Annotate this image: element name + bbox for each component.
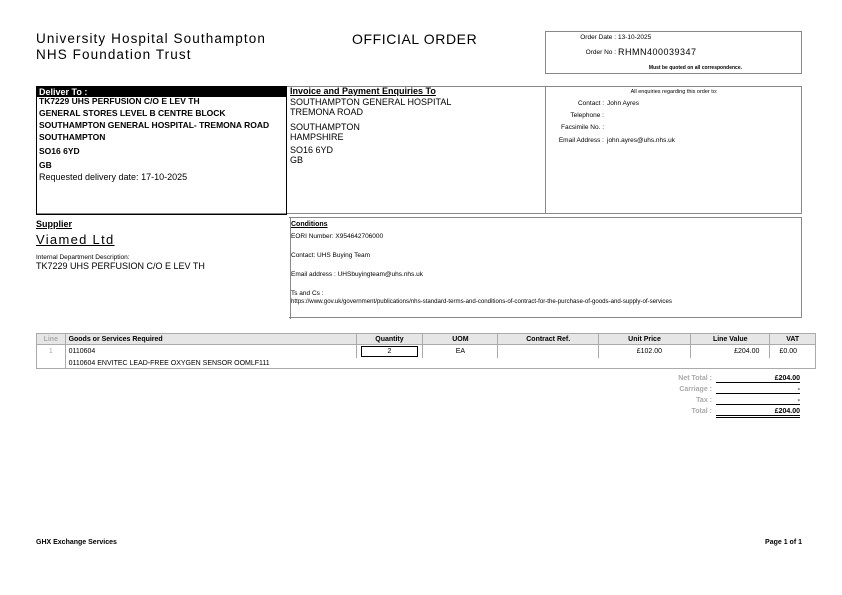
- email-label: Email Address :: [558, 137, 604, 144]
- contact-name: John Ayres: [607, 100, 640, 107]
- carriage: -: [716, 386, 800, 394]
- enquiries-heading: All enquiries regarding this order to:: [630, 89, 718, 95]
- col-quantity: Quantity: [356, 334, 423, 345]
- invoice-enquiries: [290, 86, 451, 166]
- deliver-line: SO16 6YD: [39, 146, 80, 156]
- tax-label: Tax :: [696, 397, 712, 404]
- supplier-name: Viamed Ltd: [36, 232, 115, 247]
- invoice-heading: Invoice and Payment Enquiries To: [290, 86, 436, 96]
- table-row: [37, 345, 816, 359]
- col-line-value: Line Value: [691, 334, 770, 345]
- conditions-heading: Conditions: [291, 221, 328, 228]
- quote-note: Must be quoted on all correspondence.: [648, 65, 742, 71]
- cell-line-value: £204.00: [691, 345, 770, 359]
- cell-description: 0110604 ENVITEC LEAD-FREE OXYGEN SENSOR OOMLF111: [65, 358, 815, 369]
- conditions-email: Email address : UHSbuyingteam@uhs.nhs.uk: [291, 271, 423, 278]
- tcs-link[interactable]: https://www.gov.uk/government/publications/nhs-standard-terms-and-conditions-of-contract-for-the-purchase-of-goods-and-supply-of-services: [291, 298, 672, 305]
- conditions-contact: Contact: UHS Buying Team: [291, 252, 370, 259]
- supplier-section: [36, 219, 205, 271]
- requested-delivery: [39, 173, 284, 182]
- deliver-to-box: [36, 86, 287, 215]
- invoice-line: SOUTHAMPTON GENERAL HOSPITAL: [290, 96, 452, 107]
- order-number: RHMN400039347: [618, 47, 697, 57]
- invoice-line: SOUTHAMPTON: [290, 121, 360, 132]
- enquiries-contact: [546, 86, 802, 144]
- col-contract-ref: Contract Ref.: [498, 334, 599, 345]
- footer-left: GHX Exchange Services: [36, 539, 117, 546]
- total-label: Total :: [691, 408, 712, 415]
- deliver-to-heading: Deliver To :: [37, 87, 286, 97]
- col-goods: Goods or Services Required: [65, 334, 356, 345]
- cell-line-empty: [37, 358, 66, 369]
- contact-label: Contact :: [577, 100, 604, 107]
- trust-name: [36, 31, 266, 63]
- document-title: OFFICIAL ORDER: [352, 31, 478, 47]
- invoice-line: GB: [290, 155, 304, 165]
- trust-line-1: University Hospital Southampton: [36, 31, 266, 46]
- grand-total: £204.00: [716, 408, 800, 418]
- conditions-box: [289, 217, 802, 318]
- cell-uom: EA: [423, 345, 498, 359]
- eori-number: EORI Number: X954642706000: [291, 233, 384, 240]
- order-date-label: Order Date :: [580, 34, 616, 41]
- cell-quantity: [356, 345, 423, 359]
- col-vat: VAT: [770, 334, 816, 345]
- requested-delivery-date: 17-10-2025: [141, 172, 188, 182]
- cell-code: 0110604: [65, 345, 356, 359]
- col-uom: UOM: [423, 334, 498, 345]
- net-total-label: Net Total :: [678, 375, 712, 382]
- invoice-line: HAMPSHIRE: [290, 132, 344, 142]
- col-unit-price: Unit Price: [598, 334, 690, 345]
- supplier-heading: Supplier: [36, 219, 73, 229]
- fax-label: Facsimile No. :: [561, 124, 604, 131]
- dept-label: Internal Department Description:: [36, 254, 130, 261]
- cell-unit-price: £102.00: [598, 345, 690, 359]
- trust-line-2: NHS Foundation Trust: [36, 47, 192, 62]
- cell-line: 1: [37, 345, 66, 359]
- deliver-line: TK7229 UHS PERFUSION C/O E LEV TH: [39, 96, 200, 106]
- deliver-line: GB: [39, 160, 52, 170]
- invoice-line: SO16 6YD: [290, 144, 334, 155]
- requested-delivery-label: Requested delivery date:: [39, 172, 139, 182]
- deliver-line: SOUTHAMPTON: [39, 132, 106, 142]
- order-date: 13-10-2025: [618, 34, 652, 41]
- deliver-line: SOUTHAMPTON GENERAL HOSPITAL- TREMONA ROAD: [39, 120, 270, 130]
- telephone-label: Telephone :: [570, 112, 604, 119]
- order-no-label: Order No :: [585, 49, 616, 56]
- net-total: £204.00: [716, 375, 800, 383]
- table-header-row: [37, 334, 816, 345]
- quantity-value: 2: [361, 346, 419, 357]
- page-number: Page 1 of 1: [765, 539, 802, 546]
- cell-contract-ref: [498, 345, 599, 359]
- carriage-label: Carriage :: [679, 386, 712, 393]
- cell-vat: £0.00: [770, 345, 816, 359]
- tcs-label: Ts and Cs :: [291, 290, 324, 297]
- tax: -: [716, 397, 800, 405]
- order-items-table: [36, 333, 816, 369]
- table-row-description: [37, 358, 816, 369]
- email: john.ayres@uhs.nhs.uk: [607, 137, 676, 144]
- dept-value: TK7229 UHS PERFUSION C/O E LEV TH: [36, 261, 205, 271]
- deliver-line: GENERAL STORES LEVEL B CENTRE BLOCK: [39, 108, 226, 118]
- col-line: Line: [37, 334, 66, 345]
- invoice-line: TREMONA ROAD: [290, 107, 364, 117]
- order-info-box: [545, 31, 802, 74]
